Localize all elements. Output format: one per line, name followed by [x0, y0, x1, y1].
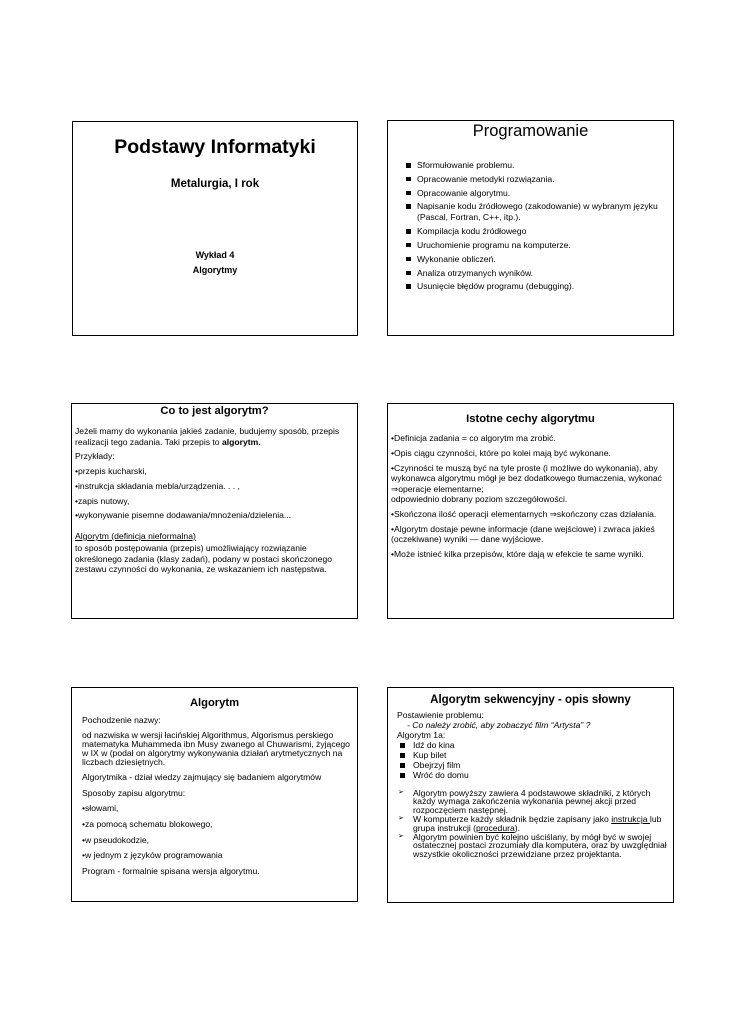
slide-sequential-algorithm	[387, 687, 674, 903]
method-item: •słowami,	[82, 803, 119, 814]
example-item: •zapis nutowy,	[75, 495, 130, 506]
origin-label: Pochodzenie nazwy:	[82, 715, 161, 725]
list-item: Opracowanie metodyki rozwiązania.	[406, 174, 663, 185]
feature-paragraph: •Może istnieć kilka przepisów, które dają w efekcie te same wyniki.	[391, 548, 644, 559]
method-item: •w pseudokodzie,	[82, 834, 150, 845]
methods-label: Sposoby zapisu algorytmu:	[82, 787, 186, 798]
feature-paragraph: •Algorytm dostaje pewne informacje (dane wejściowe) i zwraca jakieś (oczekiwane) wyniki — dane wyjściowe.	[391, 523, 655, 545]
note-text: ).	[514, 822, 520, 833]
examples-label: Przykłady:	[75, 451, 115, 462]
definition-label: Algorytm (definicja nieformalna)	[75, 530, 196, 541]
problem-text: - Co należy zrobić, aby zobaczyć film “Artysta” ?	[407, 720, 591, 730]
list-item: Uruchomienie programu na komputerze.	[406, 240, 663, 251]
steps-list	[406, 160, 663, 295]
steps-list	[397, 740, 669, 780]
feature-paragraph: •Skończona ilość operacji elementarnych ⇒skończony czas działania.	[391, 508, 657, 519]
list-item: Wykonanie obliczeń.	[406, 254, 663, 265]
list-item: Napisanie kodu źródłowego (zakodowanie) w wybranym języku (Pascal, Fortran, C++, itp.).	[406, 201, 663, 223]
list-item: Analiza otrzymanych wyników.	[406, 268, 663, 279]
slide-body	[391, 433, 669, 564]
list-item: Opracowanie algorytmu.	[406, 188, 663, 199]
slide-programowanie	[387, 120, 674, 336]
feature-paragraph: •Definicja zadania = co algorytm ma zrobić.	[391, 433, 556, 443]
algorithmics-text: Algorytmika - dział wiedzy zajmujący się badaniem algorytmów	[82, 771, 322, 782]
example-item: •instrukcja składania mebla/urządzenia. . . ,	[75, 480, 240, 491]
slide-body	[75, 426, 353, 579]
note-text: W komputerze każdy składnik będzie zapisany jako	[413, 814, 612, 825]
slide-what-is-algorithm	[71, 403, 358, 619]
list-item: Idź do kina	[397, 740, 669, 750]
program-definition: Program - formalnie spisana wersja algorytmu.	[82, 866, 260, 876]
note-text: lub grupa instrukcji (	[413, 814, 662, 833]
list-item: Wróć do domu	[397, 770, 669, 780]
note-item: ➢ Algorytm powyższy zawiera 4 podstawowe składniki, z których każdy wymaga zakończenia wykonania pewnej akcji przed rozpoczęciem następnej.	[397, 789, 669, 814]
course-title: Podstawy Informatyki	[114, 136, 316, 158]
list-item: Kup bilet	[397, 750, 669, 760]
example-item: •wykonywanie pisemne dodawania/mnożenia/dzielenia...	[75, 510, 292, 521]
slide-title	[72, 121, 358, 336]
method-item: •w jednym z języków programowania	[82, 850, 223, 861]
slide-heading: Algorytm sekwencyjny - opis słowny	[430, 694, 631, 706]
slide-algorithm-features	[387, 403, 674, 619]
list-item: Kompilacja kodu źródłowego	[406, 226, 663, 237]
note-underlined: instrukcja	[611, 814, 650, 825]
list-item: Sformułowanie problemu.	[406, 160, 663, 171]
origin-text: od nazwiska w wersji łacińskiej Algorithmus, Algorismus perskiego matematyka Muhammeda ibn Musy zwanego al Chuwarismi, żyjącego w IX w (podał on algorytmy wykonywania działań arytmetycznych na liczbach dziesiętnych.	[82, 729, 350, 767]
list-item: Obejrzyj film	[397, 760, 669, 770]
slide-heading: Istotne cechy algorytmu	[466, 413, 595, 425]
intro-bold: algorytm.	[221, 436, 261, 447]
slide-body	[82, 715, 353, 882]
feature-paragraph: •Czynności te muszą być na tyle proste (i możliwe do wykonania), aby wykonawca algorytmu mógł je bez dodatkowego tłumaczenia, wykonać ⇒operacje elementarne;	[391, 462, 662, 494]
course-subtitle: Metalurgia, I rok	[170, 178, 260, 190]
note-item	[397, 815, 669, 832]
slide-heading: Algorytm	[189, 697, 240, 709]
slide-heading: Co to jest algorytm?	[160, 405, 269, 417]
example-item: •przepis kucharski,	[75, 466, 147, 477]
problem-label: Postawienie problemu:	[397, 710, 484, 720]
note-underlined: procedura	[476, 822, 515, 833]
method-item: •za pomocą schematu blokowego,	[82, 818, 213, 829]
note-item: ➢ Algorytm powinien być kolejno uściślany, by mógł być w swojej ostatecznej postaci zrozumiały dla komputera, oraz by uwzględniał wszystkie okoliczności przewidziane przez projektanta.	[397, 833, 669, 858]
feature-paragraph-extra: odpowiednio dobrany poziom szczegółowości.	[391, 494, 568, 505]
list-item: Usunięcie błędów programu (debugging).	[406, 281, 663, 292]
lecture-number: Wykład 4	[195, 250, 235, 260]
lecture-topic: Algorytmy	[192, 265, 238, 275]
intro-paragraph	[75, 426, 353, 447]
definition-text: to sposób postępowania (przepis) umożliwiający rozwiązanie określonego zadania (klasy zadań), podany w postaci skończonego zestawu czynności do wykonania, ze wskazaniem ich następstwa.	[75, 543, 333, 575]
intro-text: Jeżeli mamy do wykonania jakieś zadanie, budujemy sposób, przepis realizacji tego zadania. Taki przepis to	[75, 426, 340, 447]
feature-paragraph: •Opis ciągu czynności, które po kolei mają być wykonane.	[391, 447, 611, 458]
notes-list	[397, 789, 669, 858]
algorithm-label: Algorytm 1a:	[397, 730, 446, 740]
slide-algorithm	[71, 687, 358, 902]
slide-body	[397, 710, 669, 859]
slide-heading: Programowanie	[472, 122, 589, 140]
